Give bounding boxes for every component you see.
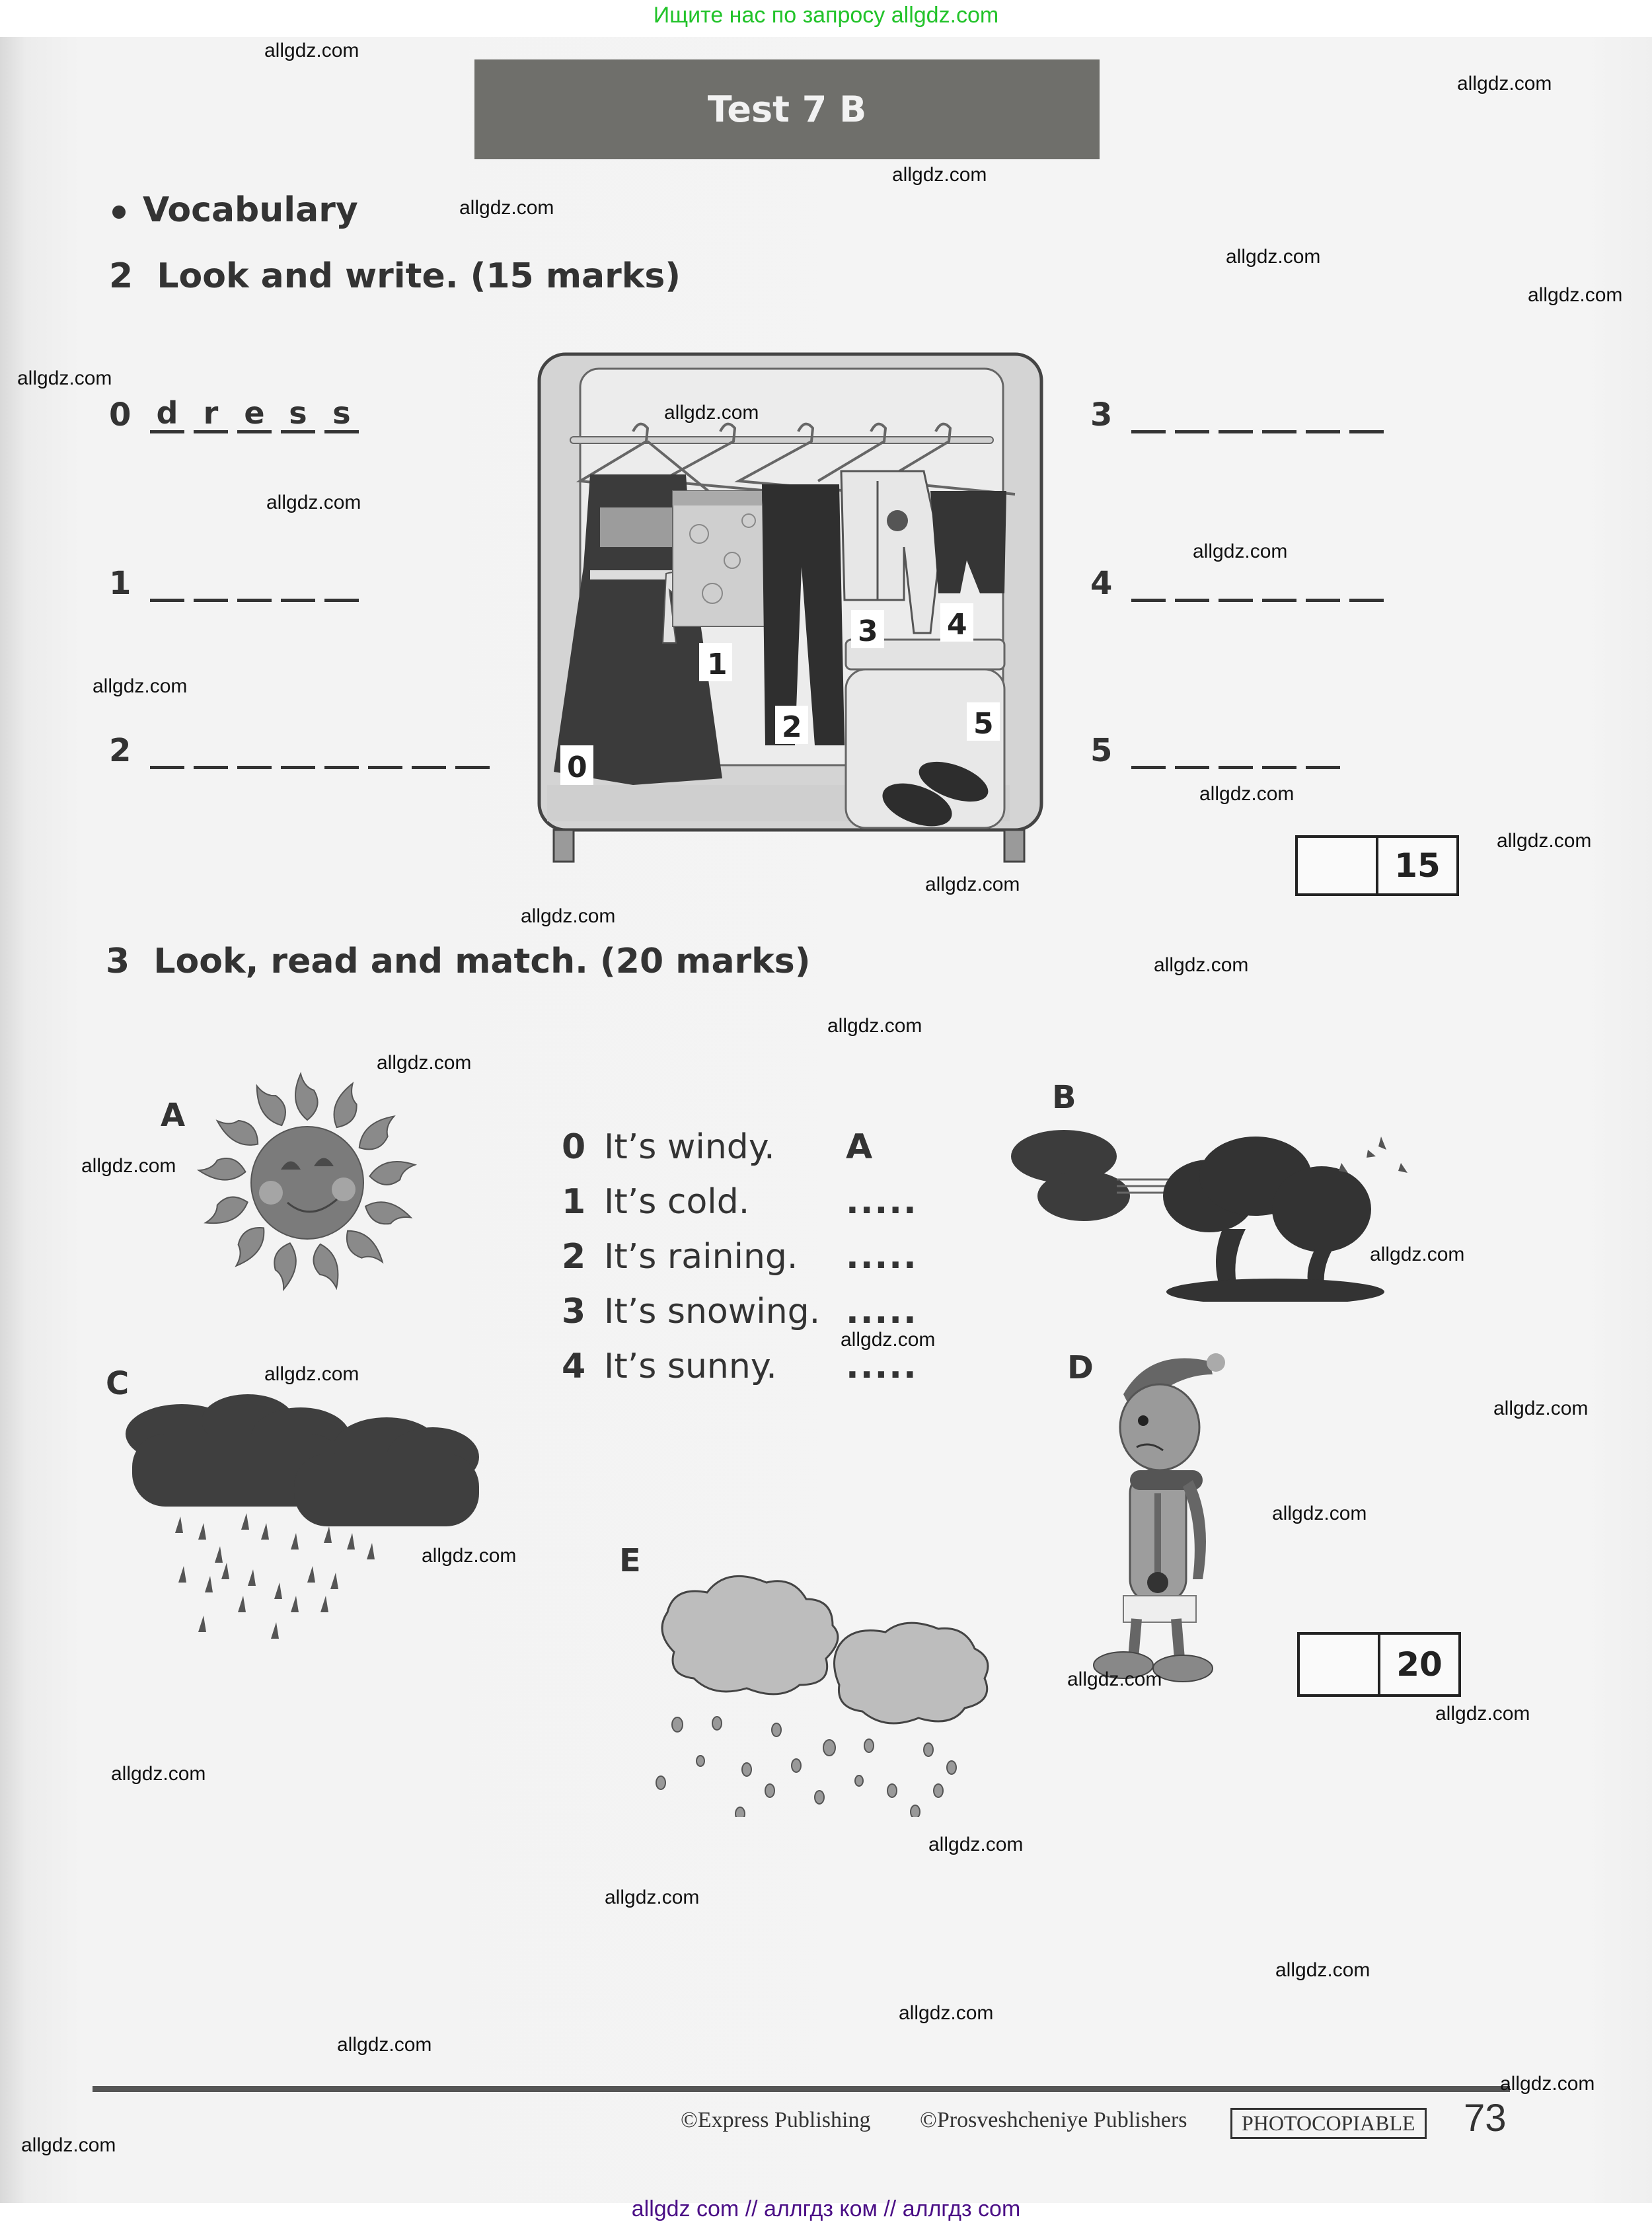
sentence-text: It’s windy.: [604, 1127, 775, 1167]
picture-d: [1070, 1348, 1242, 1685]
letter-blank[interactable]: [1131, 567, 1166, 602]
watermark: allgdz.com: [422, 1545, 517, 1567]
top-banner[interactable]: Ищите нас по запросу allgdz.com: [653, 3, 999, 28]
watermark: allgdz.com: [264, 40, 359, 61]
letter-blank[interactable]: [368, 734, 402, 769]
word-item-4: [1090, 565, 1384, 602]
word-item-2: [109, 732, 490, 769]
picture-label-e: E: [619, 1542, 641, 1579]
answer-field[interactable]: .....: [846, 1292, 918, 1331]
letter-blank[interactable]: [194, 567, 228, 602]
svg-text:1: 1: [707, 648, 728, 681]
watermark: allgdz.com: [17, 367, 112, 389]
letter-blanks: [1131, 567, 1384, 602]
watermark: allgdz.com: [266, 492, 361, 513]
letter-blanks: [150, 395, 359, 433]
answer-field[interactable]: A: [846, 1127, 874, 1167]
score-box-exercise-2: [1295, 835, 1459, 896]
letter-blank[interactable]: [1306, 398, 1340, 433]
exercise-instruction: Look, read and match. (20 marks): [153, 942, 811, 981]
picture-label-d: D: [1067, 1349, 1094, 1386]
picture-c: [122, 1394, 492, 1645]
sentence-number: 1: [562, 1182, 586, 1222]
watermark: allgdz.com: [1226, 246, 1321, 268]
watermark: allgdz.com: [21, 2134, 116, 2156]
watermark: allgdz.com: [377, 1052, 472, 1074]
sentence-number: 3: [562, 1292, 586, 1331]
photocopiable-badge: PHOTOCOPIABLE: [1230, 2108, 1427, 2139]
sentence-text: It’s cold.: [604, 1182, 750, 1222]
word-item-5: [1090, 732, 1340, 769]
watermark: allgdz.com: [1193, 541, 1288, 562]
answer-field[interactable]: .....: [846, 1182, 918, 1222]
picture-a: [182, 1057, 433, 1295]
letter-blank[interactable]: [1306, 734, 1340, 769]
letter-blank[interactable]: [1175, 398, 1209, 433]
match-row-2: [562, 1237, 918, 1277]
score-total: 15: [1394, 846, 1441, 885]
letter-blank[interactable]: [281, 567, 315, 602]
picture-label-c: C: [106, 1365, 130, 1402]
watermark: allgdz.com: [264, 1363, 359, 1385]
word-item-1: [109, 565, 359, 602]
watermark: allgdz.com: [459, 197, 554, 219]
picture-label-b: B: [1052, 1079, 1076, 1116]
item-number: 5: [1090, 732, 1113, 769]
letter-blank[interactable]: [412, 734, 446, 769]
watermark: allgdz.com: [521, 905, 616, 927]
page-number: 73: [1464, 2097, 1507, 2140]
watermark: allgdz.com: [827, 1015, 922, 1037]
answer-field[interactable]: .....: [846, 1237, 918, 1277]
match-row-3: [562, 1292, 918, 1331]
score-input[interactable]: [1298, 838, 1378, 893]
exercise-number: 2: [109, 256, 133, 296]
windy-trees-icon: [1011, 1123, 1434, 1302]
footer-divider: [93, 2086, 1510, 2092]
watermark: allgdz.com: [81, 1155, 176, 1177]
wardrobe-icon: [534, 349, 1047, 866]
picture-b: [1011, 1123, 1434, 1302]
bullet-icon: [112, 205, 126, 219]
test-title-box: [474, 59, 1100, 159]
letter-blanks: [150, 567, 359, 602]
watermark: allgdz.com: [337, 2034, 432, 2056]
watermark: allgdz.com: [1528, 284, 1623, 306]
section-label: Vocabulary: [143, 190, 358, 230]
item-number: 4: [1090, 565, 1113, 602]
watermark: allgdz.com: [1199, 783, 1295, 805]
score-input[interactable]: [1300, 1635, 1380, 1694]
item-number: 3: [1090, 396, 1113, 433]
watermark: allgdz.com: [892, 164, 987, 186]
exercise-instruction: Look and write. (15 marks): [157, 256, 681, 296]
letter-blanks: [1131, 734, 1340, 769]
letter-blank[interactable]: [324, 567, 359, 602]
letter-blank[interactable]: [1349, 398, 1384, 433]
sentence-text: It’s sunny.: [604, 1347, 777, 1386]
picture-e: [654, 1573, 1024, 1817]
match-row-0: [562, 1127, 874, 1167]
watermark: allgdz.com: [93, 675, 188, 697]
sun-icon: [182, 1057, 433, 1295]
watermark: allgdz.com: [1497, 830, 1592, 852]
letter-blank[interactable]: s: [324, 398, 359, 433]
watermark: allgdz.com: [1272, 1503, 1367, 1524]
label-0: 0: [567, 751, 587, 784]
watermark: allgdz.com: [111, 1763, 206, 1785]
letter-blank[interactable]: [194, 734, 228, 769]
letter-blank[interactable]: [1306, 567, 1340, 602]
letter-blank[interactable]: [1175, 567, 1209, 602]
item-number: 2: [109, 732, 131, 769]
exercise-3-heading: [106, 942, 810, 981]
letter-blank[interactable]: [150, 734, 184, 769]
letter-blank[interactable]: e: [237, 398, 272, 433]
watermark: allgdz.com: [899, 2002, 994, 2024]
letter-blank[interactable]: [237, 567, 272, 602]
letter-blank[interactable]: [1219, 398, 1253, 433]
letter-blank[interactable]: [1175, 734, 1209, 769]
watermark: allgdz.com: [1457, 73, 1552, 94]
copyright-prosveshcheniye: ©Prosveshcheniye Publishers: [920, 2108, 1187, 2132]
cold-thermometer-icon: [1070, 1348, 1242, 1685]
exercise-2-heading: [109, 256, 681, 296]
word-item-0: [109, 396, 359, 433]
letter-blank[interactable]: [1262, 734, 1296, 769]
letter-blank[interactable]: [324, 734, 359, 769]
copyright-express: ©Express Publishing: [681, 2108, 871, 2132]
watermark: allgdz.com: [928, 1834, 1024, 1855]
sentence-text: It’s snowing.: [604, 1292, 821, 1331]
letter-blank[interactable]: [1219, 734, 1253, 769]
exercise-number: 3: [106, 942, 130, 981]
answer-field[interactable]: .....: [846, 1347, 918, 1386]
score-total: 20: [1396, 1645, 1443, 1684]
watermark: allgdz.com: [1154, 954, 1249, 976]
svg-text:2: 2: [782, 710, 802, 744]
svg-text:5: 5: [973, 707, 994, 741]
bottom-banner[interactable]: allgdz com // аллгдз ком // аллгдз com: [631, 2196, 1021, 2221]
letter-blank[interactable]: r: [194, 398, 228, 433]
svg-text:4: 4: [947, 608, 967, 642]
letter-blank[interactable]: d: [150, 398, 184, 433]
wardrobe-illustration: [534, 349, 1047, 866]
watermark: allgdz.com: [1493, 1398, 1589, 1419]
sentence-number: 2: [562, 1237, 586, 1277]
letter-blank[interactable]: [1219, 567, 1253, 602]
section-heading-vocabulary: [112, 190, 358, 230]
sentence-number: 4: [562, 1347, 586, 1386]
letter-blank[interactable]: [1349, 567, 1384, 602]
watermark: allgdz.com: [605, 1886, 700, 1908]
letter-blanks: [1131, 398, 1384, 433]
score-box-exercise-3: [1297, 1632, 1461, 1697]
watermark: allgdz.com: [925, 874, 1020, 895]
svg-text:3: 3: [858, 615, 878, 648]
letter-blank[interactable]: [237, 734, 272, 769]
letter-blank[interactable]: [1131, 398, 1166, 433]
picture-label-a: A: [161, 1097, 186, 1134]
letter-blank[interactable]: [455, 734, 490, 769]
watermark: allgdz.com: [1435, 1703, 1530, 1725]
letter-blank[interactable]: [1131, 734, 1166, 769]
item-number: 1: [109, 565, 131, 602]
watermark: allgdz.com: [1275, 1959, 1370, 1981]
watermark: allgdz.com: [1067, 1668, 1162, 1690]
letter-blank[interactable]: [1262, 567, 1296, 602]
letter-blank[interactable]: [1262, 398, 1296, 433]
watermark: allgdz.com: [1500, 2073, 1595, 2095]
match-row-1: [562, 1182, 918, 1222]
letter-blank[interactable]: [281, 734, 315, 769]
watermark: allgdz.com: [1370, 1244, 1465, 1265]
sentence-number: 0: [562, 1127, 586, 1167]
rain-cloud-icon: [122, 1394, 492, 1645]
item-number: 0: [109, 396, 131, 433]
watermark: allgdz.com: [664, 402, 759, 424]
letter-blanks: [150, 734, 490, 769]
letter-blank[interactable]: s: [281, 398, 315, 433]
snow-cloud-icon: [654, 1573, 1024, 1817]
word-item-3: [1090, 396, 1384, 433]
letter-blank[interactable]: [150, 567, 184, 602]
match-row-4: [562, 1347, 918, 1386]
watermark: allgdz.com: [841, 1329, 936, 1351]
sentence-text: It’s raining.: [604, 1237, 798, 1277]
page-title: Test 7 B: [707, 89, 867, 130]
